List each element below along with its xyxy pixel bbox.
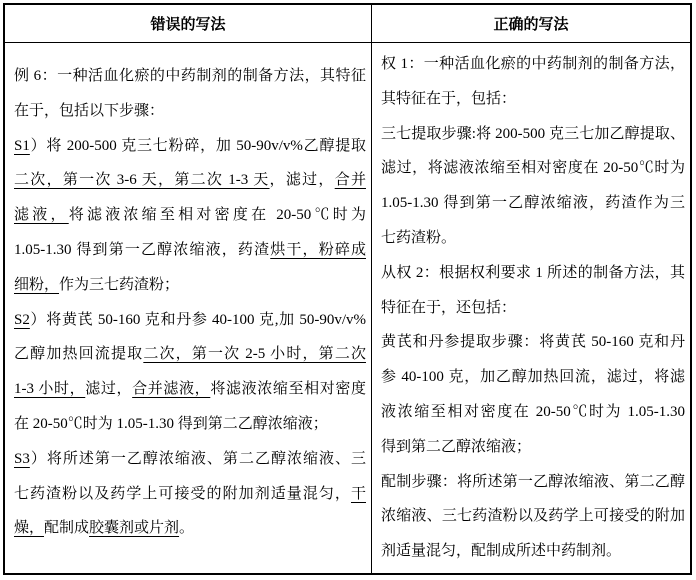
- text-segment: 得到第二乙醇浓缩液；: [381, 438, 532, 455]
- text-line: [381, 256, 685, 291]
- text-line: [14, 233, 366, 268]
- text-segment: 从权 2：根据权利要求 1 所述的制备方法，其: [381, 264, 685, 281]
- text-line: [381, 465, 685, 500]
- text-line: [381, 534, 685, 569]
- underlined-text-segment: 1-3 小时，: [14, 381, 86, 398]
- text-segment: 1.05-1.30 得到第一乙醇浓缩液，药渣: [14, 241, 271, 258]
- text-segment: 黄芪和丹参提取步骤：将黄芪 50-160 克和丹: [381, 334, 685, 351]
- text-line: [381, 499, 685, 534]
- underlined-text-segment: S3: [14, 450, 30, 467]
- text-segment: ）将黄芪 50-160 克和丹参 40-100 克,加 50-90v/v%: [29, 311, 366, 328]
- text-line: [14, 303, 366, 338]
- text-line: [381, 151, 685, 186]
- text-line: [381, 360, 685, 395]
- text-line: [14, 372, 366, 407]
- text-segment: 1.05-1.30 得到第一乙醇浓缩液，药渣作为三: [381, 195, 685, 212]
- text-line: [381, 82, 685, 117]
- underlined-text-segment: 合并: [334, 172, 366, 189]
- text-line: [381, 221, 685, 256]
- underlined-text-segment: 细粉，: [14, 276, 60, 293]
- text-line: [14, 511, 366, 546]
- underlined-text-segment: 合并滤液，: [132, 381, 211, 398]
- wrong-example-cell: [5, 43, 372, 573]
- correct-example-cell: [372, 43, 690, 573]
- underlined-text-segment: 二次，第一次 2-5 小时，第二次: [143, 346, 366, 363]
- text-line: [381, 325, 685, 360]
- text-segment: 液浓缩至相对密度在 20-50℃时为 1.05-1.30: [381, 403, 685, 420]
- text-segment: 其特征在于，包括：: [381, 90, 517, 107]
- body-row: [5, 43, 690, 573]
- text-line: [381, 291, 685, 326]
- underlined-text-segment: 二次，第一次 3-6 天，第二次 1-3 天: [14, 172, 270, 189]
- text-segment: 将滤液浓缩至相对密度在 20-50℃时为: [68, 207, 366, 224]
- text-line: [14, 198, 366, 233]
- text-segment: 在 20-50℃时为 1.05-1.30 得到第二乙醇浓缩液；: [14, 415, 328, 432]
- text-segment: 三七提取步骤:将 200-500 克三七加乙醇提取、: [381, 125, 685, 142]
- header-cell-wrong-way: 错误的写法: [5, 5, 372, 42]
- text-line: [14, 477, 366, 512]
- text-line: [14, 442, 366, 477]
- text-segment: 权 1：一种活血化瘀的中药制剂的制备方法，: [381, 56, 685, 72]
- underlined-text-segment: 滤液，: [14, 207, 69, 224]
- text-line: [381, 430, 685, 465]
- text-segment: 乙醇加热回流提取: [14, 346, 144, 363]
- text-segment: 七药渣粉以及药学上可接受的附加剂适量混匀，: [14, 485, 351, 502]
- text-line: [14, 407, 366, 442]
- text-line: [381, 117, 685, 152]
- underlined-text-segment: 烘干，粉碎成: [270, 241, 366, 258]
- header-cell-correct-way: 正确的写法: [493, 17, 569, 33]
- text-line: [14, 337, 366, 372]
- text-segment: 作为三七药渣粉；: [59, 276, 180, 293]
- text-segment: 配制成: [44, 520, 90, 537]
- text-line: [14, 129, 366, 164]
- text-line: [381, 47, 685, 82]
- comparison-table: [3, 3, 692, 575]
- text-segment: ，滤过，: [269, 172, 335, 189]
- text-segment: 。: [179, 520, 195, 537]
- text-segment: 滤过，将滤液浓缩至相对密度在 20-50℃时为: [381, 160, 685, 177]
- text-segment: 剂适量混匀，配制成所述中药制剂。: [381, 543, 622, 560]
- header-row: [5, 5, 690, 43]
- underlined-text-segment: 干: [350, 485, 366, 502]
- text-segment: 浓缩液、三七药渣粉以及药学上可接受的附加: [381, 508, 685, 525]
- text-line: [381, 395, 685, 430]
- text-segment: 配制步骤：将所述第一乙醇浓缩液、第二乙醇: [381, 473, 685, 490]
- text-segment: 在于，包括以下步骤：: [14, 102, 165, 119]
- underlined-text-segment: S2: [14, 311, 30, 328]
- text-line: [14, 268, 366, 303]
- underlined-text-segment: 胶囊剂或片剂: [89, 520, 180, 537]
- text-line: [14, 163, 366, 198]
- text-segment: 例 6：一种活血化瘀的中药制剂的制备方法，其特征: [14, 68, 366, 84]
- text-segment: ）将所述第一乙醇浓缩液、第二乙醇浓缩液、三: [29, 450, 366, 467]
- text-segment: 滤过，: [85, 381, 133, 398]
- text-line: [381, 186, 685, 221]
- underlined-text-segment: 燥，: [14, 520, 45, 537]
- text-segment: 将滤液浓缩至相对密度: [210, 381, 366, 398]
- text-line: [14, 59, 366, 94]
- text-segment: 参 40-100 克，加乙醇加热回流，滤过，将滤: [381, 369, 685, 386]
- text-segment: 特征在于，还包括：: [381, 299, 517, 316]
- text-line: [14, 94, 366, 129]
- underlined-text-segment: S1: [14, 137, 30, 154]
- text-segment: ）将 200-500 克三七粉碎，加 50-90v/v%乙醇提取: [29, 137, 366, 154]
- text-segment: 七药渣粉。: [381, 229, 457, 246]
